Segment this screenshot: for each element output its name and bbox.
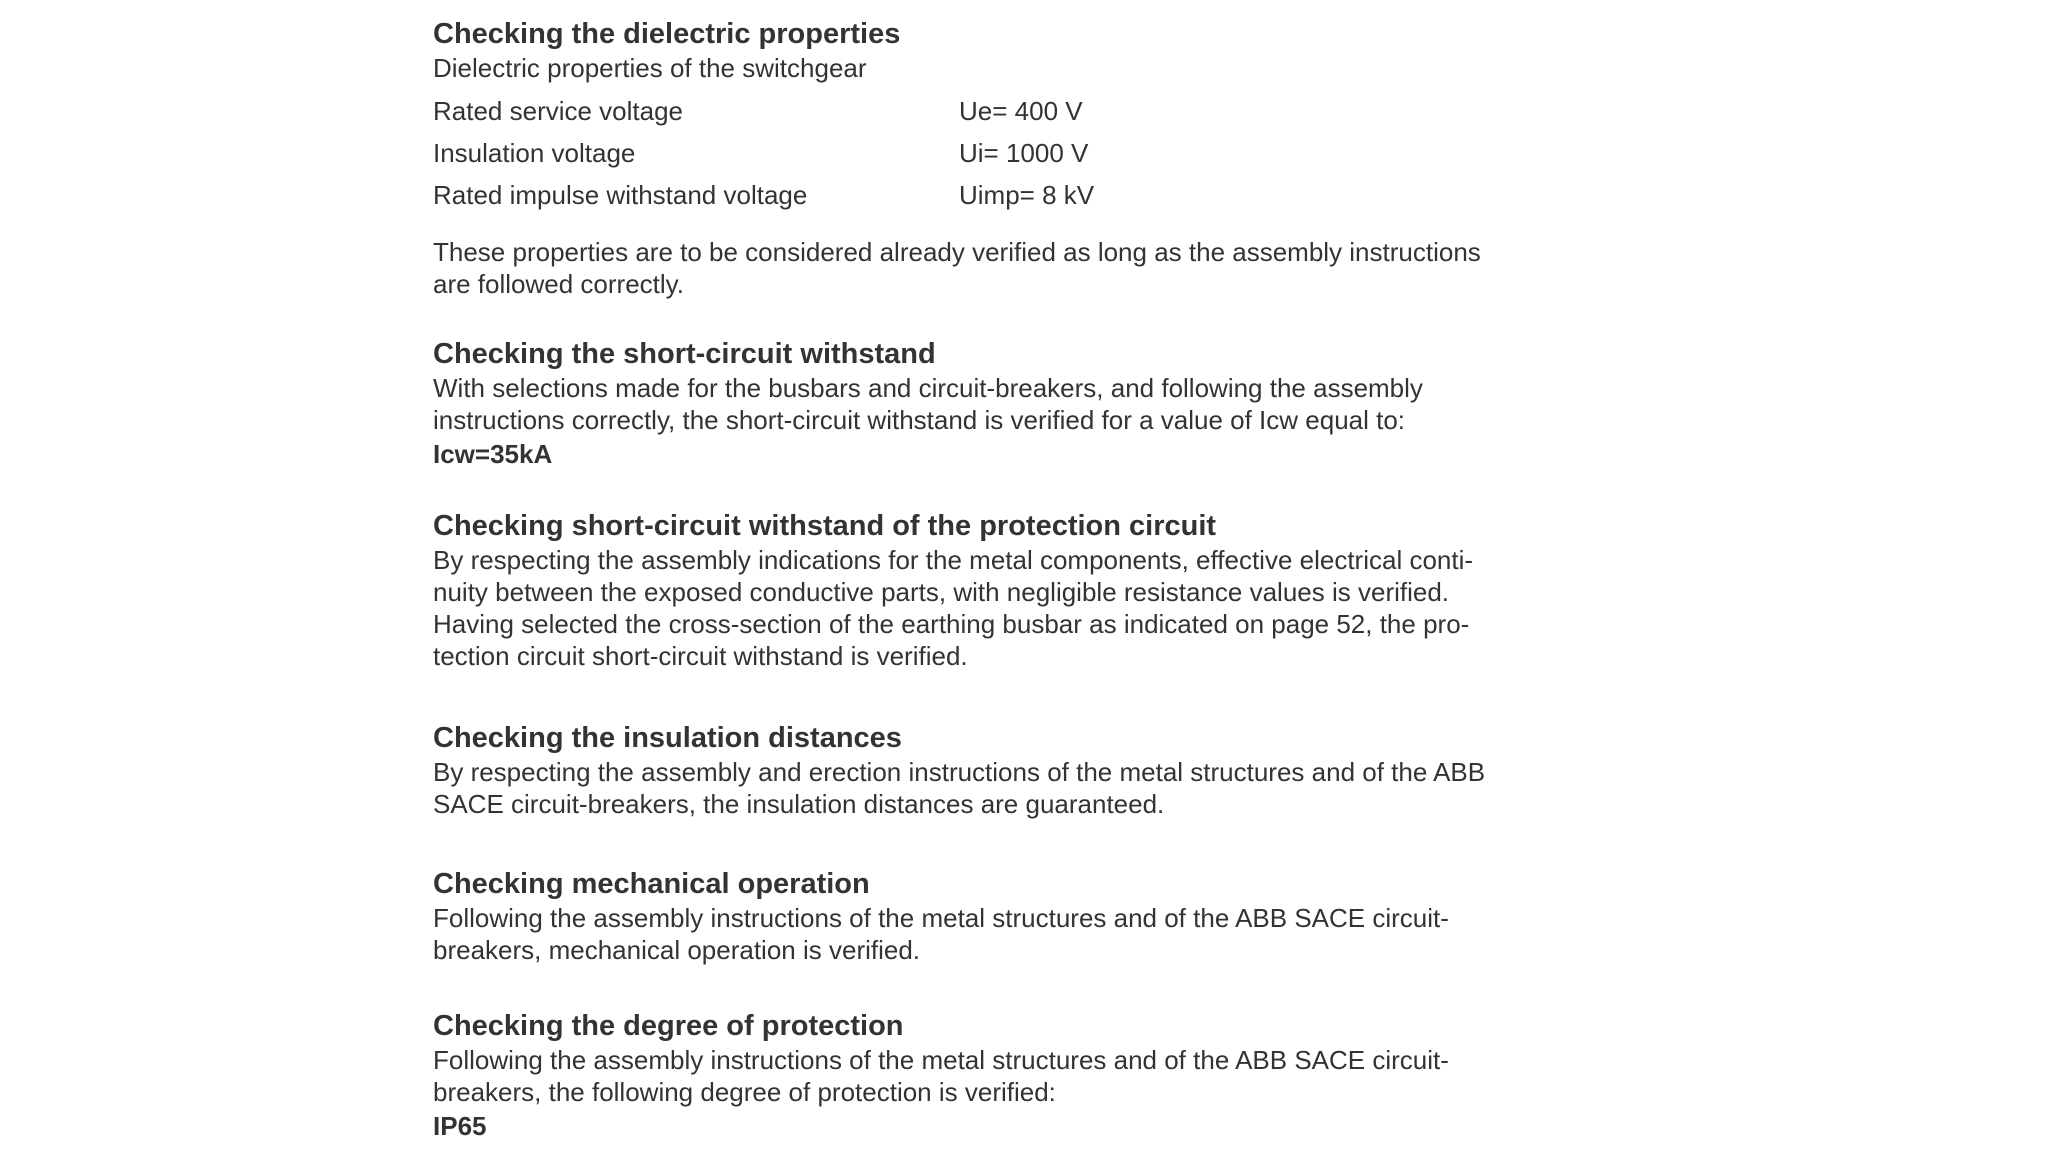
- dielectric-subheading: Dielectric properties of the switchgear: [433, 53, 867, 83]
- section-dielectric-properties: [433, 16, 1593, 216]
- property-value: Ui= 1000 V: [959, 137, 1089, 168]
- dielectric-note: [433, 236, 1593, 300]
- dielectric-heading: Checking the dielectric properties: [433, 18, 901, 50]
- section-insulation-distances: [433, 720, 1593, 820]
- degree-heading: Checking the degree of protection: [433, 1010, 904, 1042]
- short-circuit-text-line: With selections made for the busbars and circuit-breakers, and following the assembly: [433, 373, 1423, 403]
- protection-circuit-text-line: tection circuit short-circuit withstand is verified.: [433, 641, 968, 671]
- protection-circuit-heading: Checking short-circuit withstand of the protection circuit: [433, 510, 1217, 542]
- section-short-circuit-withstand: [433, 336, 1593, 470]
- property-row: [433, 132, 1593, 174]
- icw-value: Icw=35kA: [433, 439, 553, 469]
- property-value: Ue= 400 V: [959, 95, 1083, 126]
- short-circuit-text-line: instructions correctly, the short-circuit withstand is verified for a value of Icw equal to:: [433, 405, 1406, 435]
- degree-text-line: breakers, the following degree of protection is verified:: [433, 1077, 1056, 1107]
- mechanical-text-line: Following the assembly instructions of the metal structures and of the ABB SACE circuit-: [433, 903, 1449, 933]
- property-row: [433, 174, 1593, 216]
- insulation-heading: Checking the insulation distances: [433, 722, 902, 754]
- section-degree-of-protection: [433, 1008, 1593, 1142]
- insulation-text-line: SACE circuit-breakers, the insulation distances are guaranteed.: [433, 789, 1165, 819]
- protection-circuit-text-line: Having selected the cross-section of the earthing busbar as indicated on page 52, the pro-: [433, 609, 1470, 639]
- section-protection-circuit: [433, 508, 1593, 672]
- ip-rating-value: IP65: [433, 1111, 487, 1141]
- protection-circuit-text-line: By respecting the assembly indications for the metal components, effective electrical conti-: [433, 545, 1474, 575]
- mechanical-text-line: breakers, mechanical operation is verified.: [433, 935, 921, 965]
- dielectric-properties-table: [433, 90, 1593, 216]
- degree-text-line: Following the assembly instructions of the metal structures and of the ABB SACE circuit-: [433, 1045, 1449, 1075]
- property-label: Insulation voltage: [433, 137, 636, 168]
- dielectric-note-line: These properties are to be considered already verified as long as the assembly instructions: [433, 237, 1481, 267]
- insulation-text-line: By respecting the assembly and erection instructions of the metal structures and of the ABB: [433, 757, 1486, 787]
- property-value: Uimp= 8 kV: [959, 179, 1095, 210]
- dielectric-note-line: are followed correctly.: [433, 269, 684, 299]
- short-circuit-heading: Checking the short-circuit withstand: [433, 338, 936, 370]
- protection-circuit-text-line: nuity between the exposed conductive parts, with negligible resistance values is verified.: [433, 577, 1450, 607]
- property-label: Rated service voltage: [433, 95, 684, 126]
- property-row: [433, 90, 1593, 132]
- document-body: [433, 16, 1593, 1142]
- property-label: Rated impulse withstand voltage: [433, 179, 808, 210]
- section-mechanical-operation: [433, 866, 1593, 966]
- mechanical-heading: Checking mechanical operation: [433, 868, 870, 900]
